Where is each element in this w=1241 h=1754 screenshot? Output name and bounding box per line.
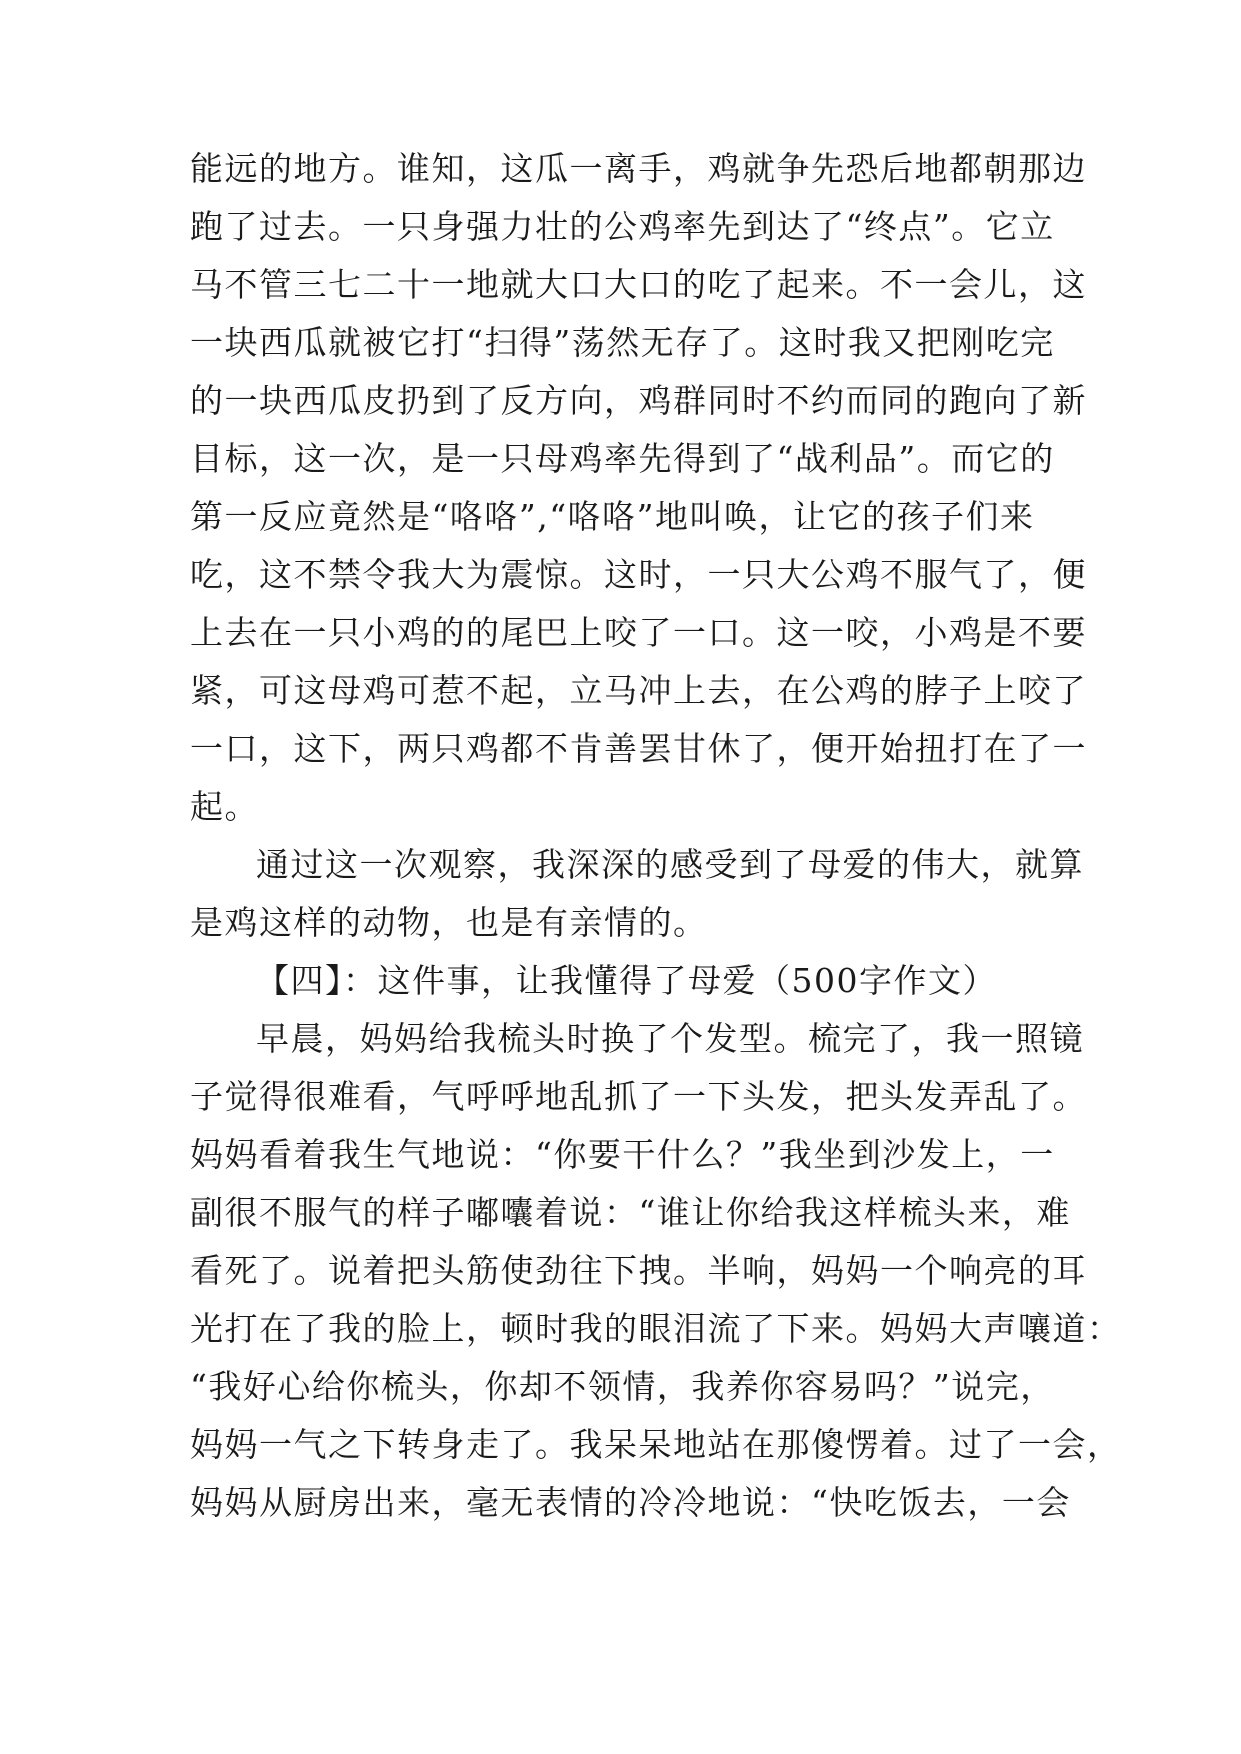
text-line: 光打在了我的脸上，顿时我的眼泪流了下来。妈妈大声嚷道： [190, 1309, 1122, 1348]
text-line: 能远的地方。谁知，这瓜一离手，鸡就争先恐后地都朝那边 [190, 149, 1087, 188]
text-line: 妈妈一气之下转身走了。我呆呆地站在那傻愣着。过了一会， [190, 1425, 1122, 1464]
text-line: 起。 [190, 787, 259, 826]
text-line: 妈妈从厨房出来，毫无表情的冷冷地说：“快吃饭去，一会 [190, 1483, 1071, 1522]
text-line: 的一块西瓜皮扔到了反方向，鸡群同时不约而同的跑向了新 [190, 381, 1087, 420]
text-line: 子觉得很难看，气呼呼地乱抓了一下头发，把头发弄乱了。 [190, 1077, 1087, 1116]
text-line: 妈妈看着我生气地说：“你要干什么？”我坐到沙发上，一 [190, 1135, 1055, 1174]
text-line: 上去在一只小鸡的的尾巴上咬了一口。这一咬，小鸡是不要 [190, 613, 1087, 652]
document-body [190, 140, 1122, 1532]
text-line: “我好心给你梳头，你却不领情，我养你容易吗？”说完， [190, 1367, 1055, 1406]
text-line: 吃，这不禁令我大为震惊。这时，一只大公鸡不服气了，便 [190, 555, 1087, 594]
paragraph-start-line: 早晨，妈妈给我梳头时换了个发型。梳完了，我一照镜 [256, 1019, 1084, 1058]
text-line: 跑了过去。一只身强力壮的公鸡率先到达了“终点”。它立 [190, 207, 1055, 246]
text-line: 一块西瓜就被它打“扫得”荡然无存了。这时我又把刚吃完 [190, 323, 1055, 362]
paragraph-start-line: 通过这一次观察，我深深的感受到了母爱的伟大，就算 [256, 845, 1084, 884]
text-line: 是鸡这样的动物，也是有亲情的。 [190, 903, 708, 942]
text-line: 紧，可这母鸡可惹不起，立马冲上去，在公鸡的脖子上咬了 [190, 671, 1087, 710]
section-heading: 【四】：这件事，让我懂得了母爱（500字作文） [256, 961, 997, 1000]
text-line: 看死了。说着把头筋使劲往下拽。半响，妈妈一个响亮的耳 [190, 1251, 1087, 1290]
text-line: 目标，这一次，是一只母鸡率先得到了“战利品”。而它的 [190, 439, 1055, 478]
text-line: 第一反应竟然是“咯咯”,“咯咯”地叫唤，让它的孩子们来 [190, 497, 1035, 536]
text-line: 一口，这下，两只鸡都不肯善罢甘休了，便开始扭打在了一 [190, 729, 1087, 768]
text-line: 副很不服气的样子嘟囔着说：“谁让你给我这样梳头来，难 [190, 1193, 1071, 1232]
text-line: 马不管三七二十一地就大口大口的吃了起来。不一会儿，这 [190, 265, 1087, 304]
